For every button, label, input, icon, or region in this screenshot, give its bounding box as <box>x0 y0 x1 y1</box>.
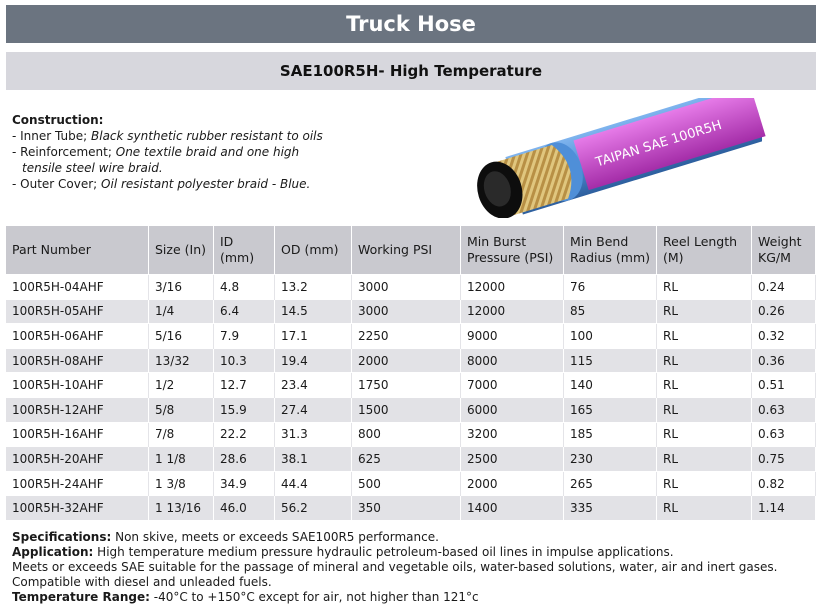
table-cell: 7000 <box>461 373 564 398</box>
table-cell: 0.26 <box>752 299 816 324</box>
construction-item-reinforcement <box>12 144 342 176</box>
table-cell: 0.32 <box>752 324 816 349</box>
table-cell: 5/8 <box>149 397 214 422</box>
table-cell: 1500 <box>352 397 461 422</box>
construction-item-value: Black synthetic rubber resistant to oils <box>91 129 323 143</box>
table-header-row <box>6 226 816 275</box>
application-line: Application: High temperature medium pressure hydraulic petroleum-based oil lines in impulse applications. <box>12 545 674 559</box>
table-cell: 1750 <box>352 373 461 398</box>
table-cell: 100R5H-20AHF <box>6 447 149 472</box>
table-cell: 100R5H-05AHF <box>6 299 149 324</box>
col-header-weight: Weight KG/M <box>752 226 816 275</box>
table-cell: RL <box>657 348 752 373</box>
table-row <box>6 447 816 472</box>
construction-item-label: - Reinforcement; <box>12 145 112 159</box>
table-cell: 1 3/8 <box>149 471 214 496</box>
table-cell: 165 <box>564 397 657 422</box>
table-cell: 12000 <box>461 299 564 324</box>
table-cell: 1400 <box>461 496 564 520</box>
table-cell: 31.3 <box>275 422 352 447</box>
table-cell: 4.8 <box>214 275 275 300</box>
table-cell: RL <box>657 422 752 447</box>
table-row <box>6 471 816 496</box>
table-cell: 500 <box>352 471 461 496</box>
construction-item-value: Oil resistant polyester braid - Blue. <box>101 177 311 191</box>
table-cell: 2000 <box>352 348 461 373</box>
col-header-min-burst: Min Burst Pressure (PSI) <box>461 226 564 275</box>
table-cell: 12.7 <box>214 373 275 398</box>
hose-product-image <box>440 98 770 218</box>
table-cell: RL <box>657 447 752 472</box>
table-cell: 34.9 <box>214 471 275 496</box>
table-cell: 100R5H-10AHF <box>6 373 149 398</box>
table-cell: 3000 <box>352 275 461 300</box>
table-row <box>6 422 816 447</box>
table-cell: 6000 <box>461 397 564 422</box>
table-row <box>6 496 816 520</box>
table-cell: 13/32 <box>149 348 214 373</box>
table-cell: 350 <box>352 496 461 520</box>
table-cell: 8000 <box>461 348 564 373</box>
table-cell: 0.63 <box>752 422 816 447</box>
table-cell: 28.6 <box>214 447 275 472</box>
table-cell: RL <box>657 275 752 300</box>
table-cell: RL <box>657 373 752 398</box>
table-cell: 19.4 <box>275 348 352 373</box>
table-cell: 0.24 <box>752 275 816 300</box>
col-header-reel-length: Reel Length (M) <box>657 226 752 275</box>
table-cell: 1.14 <box>752 496 816 520</box>
table-cell: 5/16 <box>149 324 214 349</box>
table-cell: 115 <box>564 348 657 373</box>
table-cell: 1 13/16 <box>149 496 214 520</box>
table-cell: 14.5 <box>275 299 352 324</box>
table-cell: RL <box>657 397 752 422</box>
table-row <box>6 348 816 373</box>
table-cell: 100R5H-24AHF <box>6 471 149 496</box>
construction-item-label: - Inner Tube; <box>12 129 88 143</box>
table-cell: 100R5H-32AHF <box>6 496 149 520</box>
table-cell: 265 <box>564 471 657 496</box>
table-cell: 100R5H-06AHF <box>6 324 149 349</box>
table-cell: 38.1 <box>275 447 352 472</box>
table-cell: 15.9 <box>214 397 275 422</box>
specifications-line: Specifications: Non skive, meets or exceeds SAE100R5 performance. <box>12 530 439 544</box>
construction-item-value: One textile braid and one high tensile steel wire braid. <box>22 145 300 175</box>
col-header-size: Size (In) <box>149 226 214 275</box>
table-cell: 27.4 <box>275 397 352 422</box>
table-cell: 100R5H-12AHF <box>6 397 149 422</box>
table-row <box>6 275 816 300</box>
table-cell: 1/4 <box>149 299 214 324</box>
notes-section <box>12 530 812 605</box>
compatibility-line: Meets or exceeds SAE suitable for the passage of mineral and vegetable oils, water-based solutions, water, air and inert gases. Compatible with diesel and unleaded fuels. <box>12 560 778 589</box>
construction-item-outer-cover <box>12 176 342 192</box>
table-cell: 100R5H-04AHF <box>6 275 149 300</box>
temperature-line: Temperature Range: -40°C to +150°C except for air, not higher than 121°c <box>12 590 479 604</box>
construction-item-label: - Outer Cover; <box>12 177 98 191</box>
table-cell: 0.75 <box>752 447 816 472</box>
table-cell: 6.4 <box>214 299 275 324</box>
table-cell: 56.2 <box>275 496 352 520</box>
table-cell: 2500 <box>461 447 564 472</box>
table-cell: 335 <box>564 496 657 520</box>
table-cell: 3/16 <box>149 275 214 300</box>
col-header-od: OD (mm) <box>275 226 352 275</box>
table-cell: 1 1/8 <box>149 447 214 472</box>
table-cell: 625 <box>352 447 461 472</box>
table-cell: 7.9 <box>214 324 275 349</box>
table-cell: RL <box>657 299 752 324</box>
col-header-working-psi: Working PSI <box>352 226 461 275</box>
table-row <box>6 373 816 398</box>
table-cell: 1/2 <box>149 373 214 398</box>
table-cell: 0.63 <box>752 397 816 422</box>
table-cell: RL <box>657 496 752 520</box>
table-row <box>6 324 816 349</box>
table-cell: 185 <box>564 422 657 447</box>
table-cell: 17.1 <box>275 324 352 349</box>
col-header-min-bend: Min Bend Radius (mm) <box>564 226 657 275</box>
product-subtitle: SAE100R5H- High Temperature <box>6 52 816 90</box>
construction-heading: Construction: <box>12 113 104 127</box>
construction-section <box>12 112 342 192</box>
table-cell: 3200 <box>461 422 564 447</box>
col-header-id: ID (mm) <box>214 226 275 275</box>
table-cell: 12000 <box>461 275 564 300</box>
table-cell: 100R5H-08AHF <box>6 348 149 373</box>
table-row <box>6 299 816 324</box>
table-cell: 100 <box>564 324 657 349</box>
table-cell: 2250 <box>352 324 461 349</box>
table-cell: 2000 <box>461 471 564 496</box>
table-cell: 0.51 <box>752 373 816 398</box>
table-cell: 230 <box>564 447 657 472</box>
table-cell: RL <box>657 471 752 496</box>
spec-table <box>6 226 816 520</box>
table-cell: 22.2 <box>214 422 275 447</box>
table-cell: RL <box>657 324 752 349</box>
table-cell: 13.2 <box>275 275 352 300</box>
col-header-part-number: Part Number <box>6 226 149 275</box>
table-cell: 140 <box>564 373 657 398</box>
table-cell: 46.0 <box>214 496 275 520</box>
table-cell: 0.36 <box>752 348 816 373</box>
table-row <box>6 397 816 422</box>
table-cell: 7/8 <box>149 422 214 447</box>
table-cell: 85 <box>564 299 657 324</box>
construction-item-inner-tube <box>12 128 342 144</box>
table-cell: 10.3 <box>214 348 275 373</box>
hose-print-text: TAIPAN SAE 100R5H <box>593 117 724 171</box>
table-cell: 3000 <box>352 299 461 324</box>
table-cell: 9000 <box>461 324 564 349</box>
table-cell: 76 <box>564 275 657 300</box>
table-cell: 100R5H-16AHF <box>6 422 149 447</box>
table-cell: 800 <box>352 422 461 447</box>
page-title: Truck Hose <box>6 5 816 43</box>
table-cell: 44.4 <box>275 471 352 496</box>
table-cell: 0.82 <box>752 471 816 496</box>
table-cell: 23.4 <box>275 373 352 398</box>
